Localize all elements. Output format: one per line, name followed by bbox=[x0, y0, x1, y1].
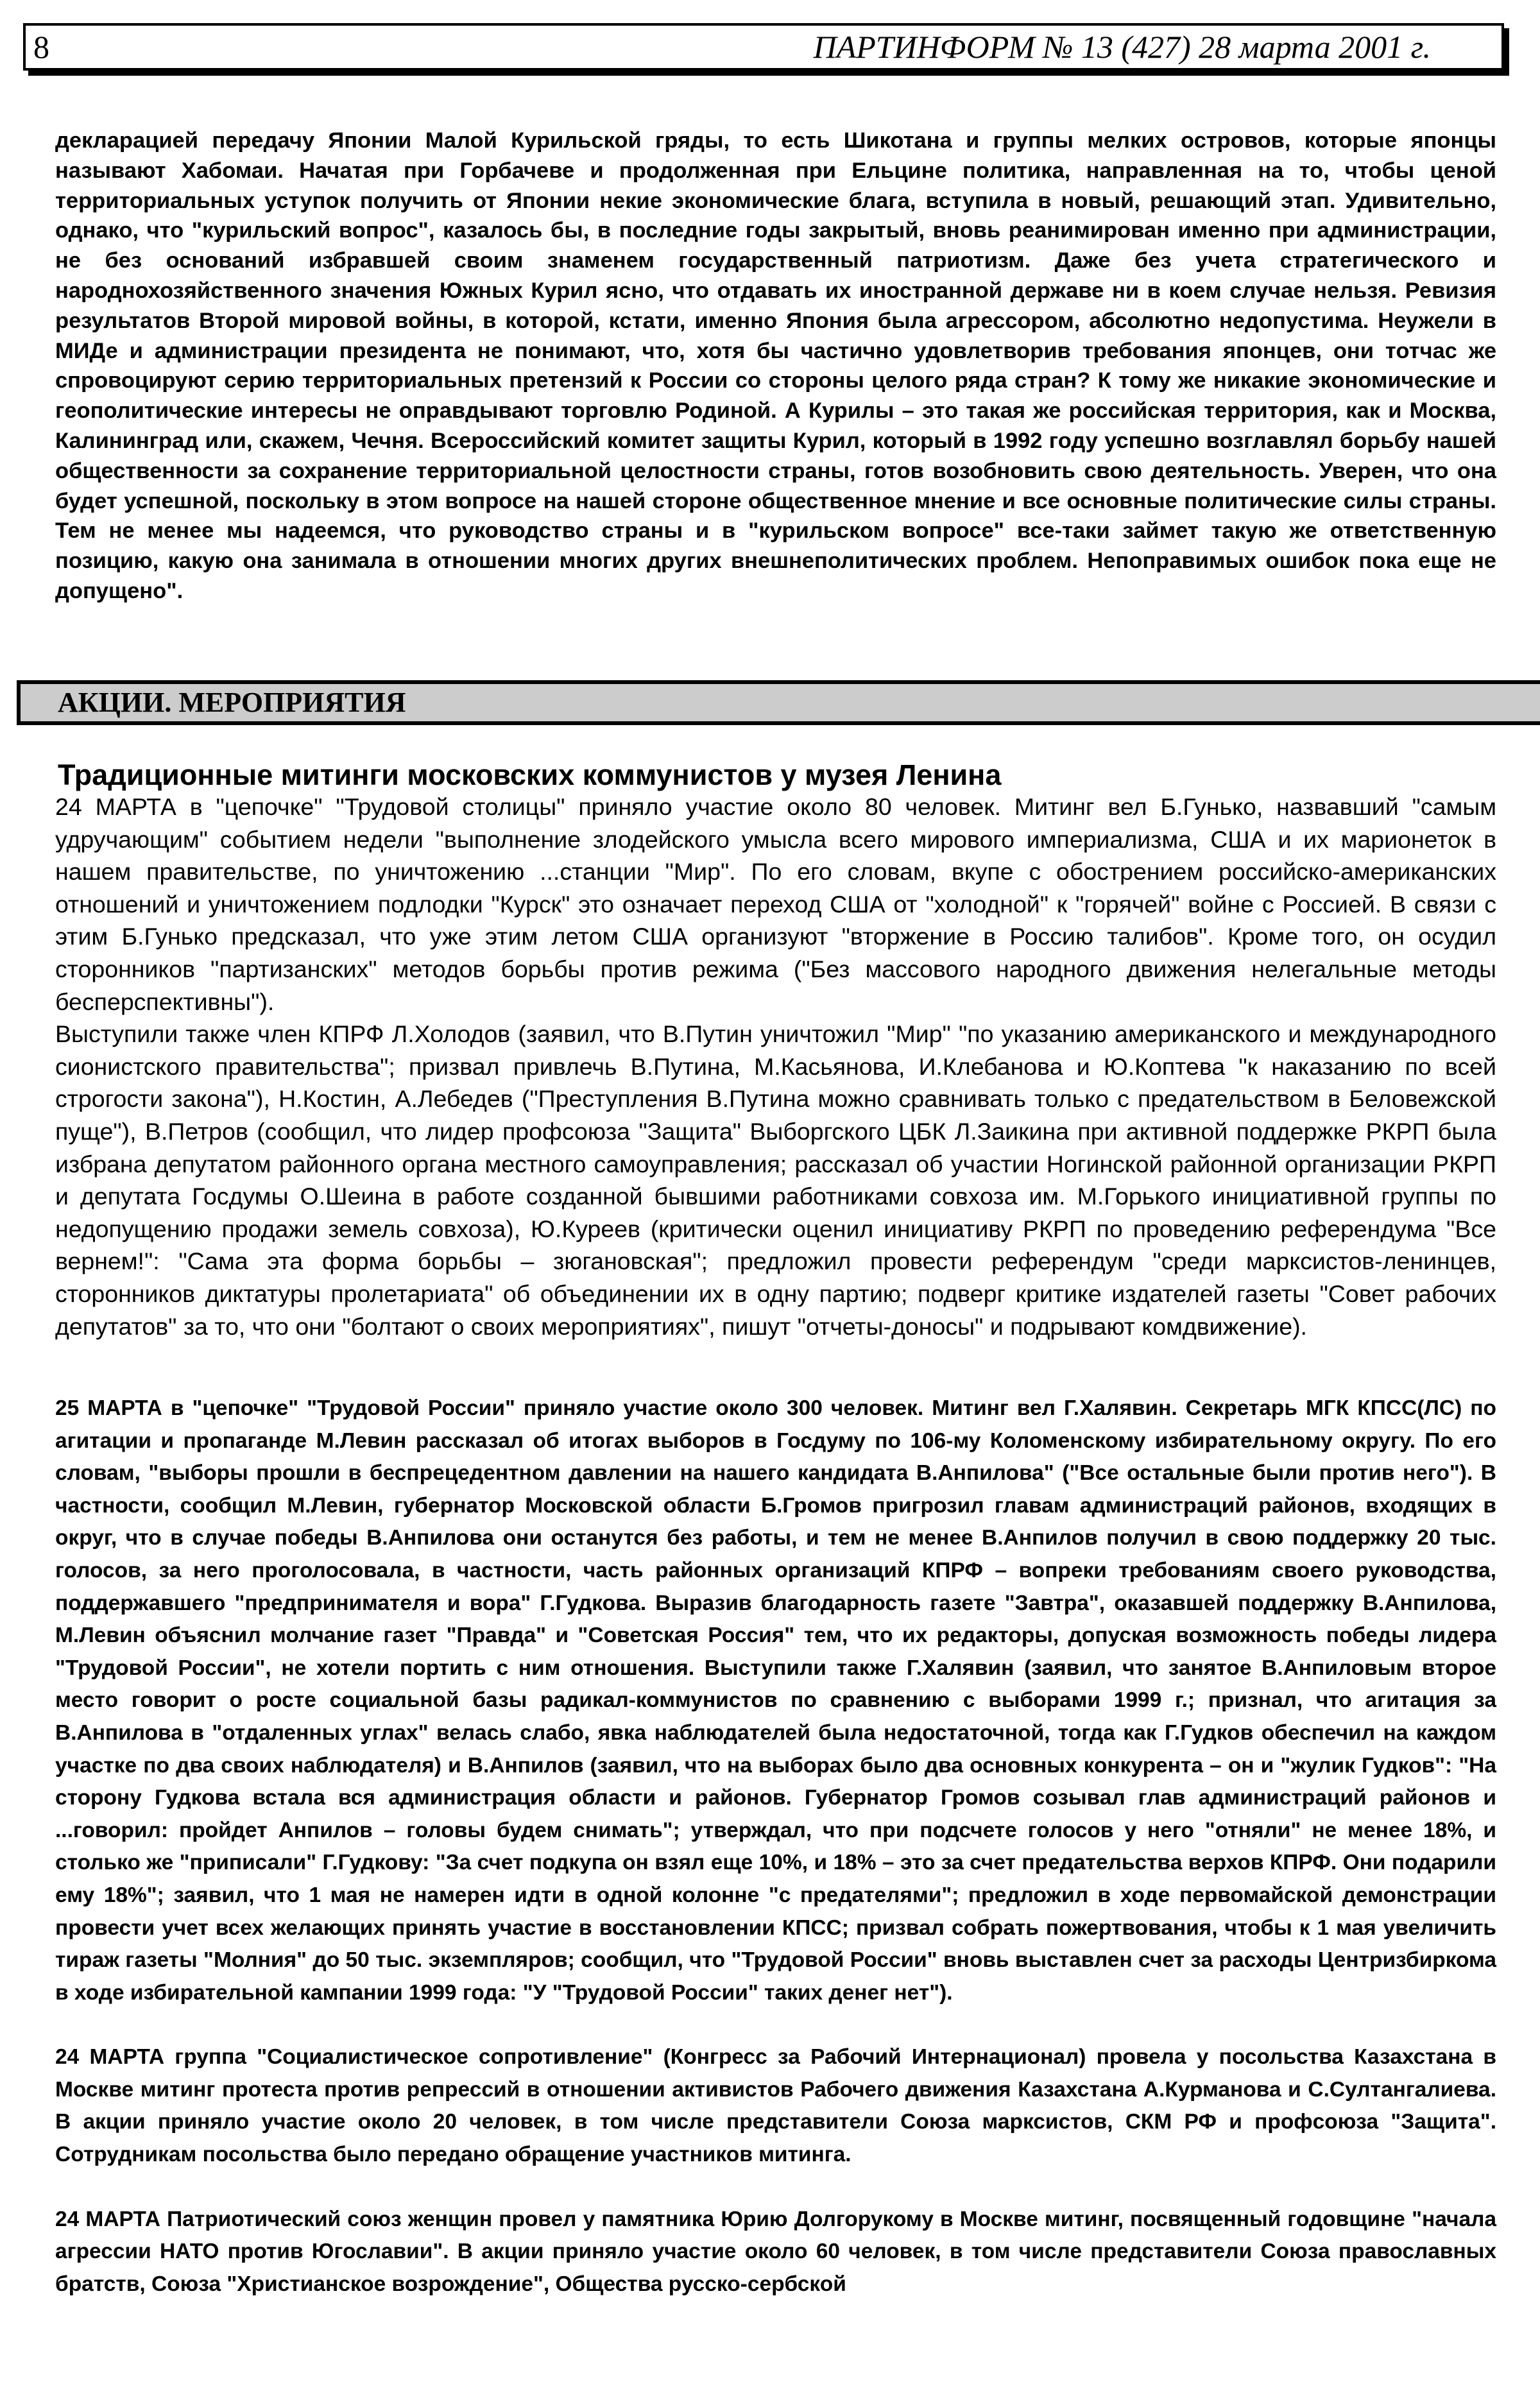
article-body bbox=[55, 791, 1496, 1342]
article-paragraph: 24 МАРТА в "цепочке" "Трудовой столицы" приняло участие около 80 человек. Митинг вел Б.Гунько, назвавший "самым удручающим" событием недели "выполнение злодейского умысла всего мирового империализма, США и их марионеток в нашем правительстве, по уничтожению ...станции "Мир". По его словам, вкупе с обострением российско-американских отношений и уничтожением подлодки "Курск" это означает переход США от "холодной" к "горячей" войне с Россией. В связи с этим Б.Гунько предсказал, что уже этим летом США организуют "вторжение в Россию талибов". Кроме того, он осудил сторонников "партизанских" методов борьбы против режима ("Без массового народного движения нелегальные методы бесперспективны"). bbox=[55, 793, 1496, 1015]
page-header bbox=[23, 23, 1504, 71]
bold-paragraphs bbox=[55, 1392, 1496, 2333]
news-item: 24 МАРТА Патриотический союз женщин провел у памятника Юрию Долгорукому в Москве митинг, посвященный годовщине "начала агрессии НАТО против Югославии". В акции приняло участие около 60 человек, в том числе представители Союза православных братств, Союза "Христианское возрождение", Общества русско-сербской bbox=[55, 2207, 1496, 2296]
intro-paragraph: декларацией передачу Японии Малой Курильской гряды, то есть Шикотана и группы мелких островов, которые японцы называют Хабомаи. Начатая при Горбачеве и продолженная при Ельцине политика, направленная на то, чтобы ценой территориальных уступок получить от Японии некие экономические блага, вступила в новый, решающий этап. Удивительно, однако, что "курильский вопрос", казалось бы, в последние годы закрытый, вновь реанимирован именно при администрации, не без оснований избравшей своим знаменем государственный патриотизм. Даже без учета стратегического и народнохозяйственного значения Южных Курил ясно, что отдавать их иностранной державе ни в коем случае нельзя. Ревизия результатов Второй мировой войны, в которой, кстати, именно Япония была агрессором, абсолютно недопустима. Неужели в МИДе и администрации президента не понимают, что, хотя бы частично удовлетворив требования японцев, они тотчас же спровоцируют серию территориальных претензий к России со стороны целого ряда стран? К тому же никакие экономические и геополитические интересы не оправдывают торговлю Родиной. А Курилы – это такая же российская территория, как и Москва, Калининград или, скажем, Чечня. Всероссийский комитет защиты Курил, который в 1992 году успешно возглавлял борьбу нашей общественности за сохранение территориальной целостности страны, готов возобновить свою деятельность. Уверен, что она будет успешной, поскольку в этом вопросе на нашей стороне общественное мнение и все основные политические силы страны. Тем не менее мы надеемся, что руководство страны и в "курильском вопросе" все-таки займет такую же ответственную позицию, какую она занимала в отношении многих других внешнеполитических проблем. Непоправимых ошибок пока еще не допущено". bbox=[55, 128, 1496, 603]
article-paragraph: Выступили также член КПРФ Л.Холодов (заявил, что В.Путин уничтожил "Мир" "по указанию американского и международного сионистского правительства"; призвал привлечь В.Путина, М.Касьянова, И.Клебанова и Ю.Коптева "к наказанию по всей строгости закона"), Н.Костин, А.Лебедев ("Преступления В.Путина можно сравнивать только с предательством в Беловежской пуще"), В.Петров (сообщил, что лидер профсоюза "Защита" Выборгского ЦБК Л.Заикина при активной поддержке РКРП была избрана депутатом районного органа местного самоуправления; рассказал об участии Ногинской районной организации РКРП и депутата Госдумы О.Шеина в работе созданной бывшими работниками совхоза им. М.Горького инициативной группы по недопущению продажи земель совхоза), Ю.Куреев (критически оценил инициативу РКРП по проведению референдума "Все вернем!": "Сама эта форма борьбы – зюгановская"; предложил провести референдум "среди марксистов-ленинцев, сторонников диктатуры пролетариата" об объединении их в одну партию; подверг критике издателей газеты "Совет рабочих депутатов" за то, что они "болтают о своих мероприятиях", пишут "отчеты-доносы" и подрывают комдвижение). bbox=[55, 1020, 1496, 1340]
page-number: 8 bbox=[33, 29, 49, 65]
news-item: 25 МАРТА в "цепочке" "Трудовой России" приняло участие около 300 человек. Митинг вел Г.Халявин. Секретарь МГК КПСС(ЛС) по агитации и пропаганде М.Левин рассказал об итогах выборов в Госдуму по 106-му Коломенскому избирательному округу. По его словам, "выборы прошли в беспрецедентном давлении на нашего кандидата В.Анпилова" ("Все остальные были против него"). В частности, сообщил М.Левин, губернатор Московской области Б.Громов пригрозил главам администраций районов, входящих в округ, что в случае победы В.Анпилова они останутся без работы, и тем не менее В.Анпилов получил в свою поддержку 20 тыс. голосов, за него проголосовала, в частности, часть районных организаций КПРФ – вопреки требованиям своего руководства, поддержавшего "предпринимателя и вора" Г.Гудкова. Выразив благодарность газете "Завтра", оказавшей поддержку В.Анпилова, М.Левин объяснил молчание газет "Правда" и "Советская Россия" тем, что их редакторы, допуская возможность победы лидера "Трудовой России", не хотели портить с ним отношения. Выступили также Г.Халявин (заявил, что занятое В.Анпиловым второе место говорит о росте социальной базы радикал-коммунистов по сравнению с выборами 1999 г.; признал, что агитация за В.Анпилова в "отдаленных углах" велась слабо, явка наблюдателей была недостаточной, тогда как Г.Гудков обеспечил на каждом участке по два своих наблюдателя) и В.Анпилов (заявил, что на выборах было два основных конкурента – он и "жулик Гудков": "На сторону Гудкова встала вся администрация области и районов. Губернатор Громов созывал глав администраций районов и ...говорил: пройдет Анпилов – головы будем снимать"; утверждал, что при подсчете голосов у него "отняли" не менее 18%, и столько же "приписали" Г.Гудкову: "За счет подкупа он взял еще 10%, и 18% – это за счет предательства верхов КПРФ. Они подарили ему 18%"; заявил, что 1 мая не намерен идти в одной колонне "с предателями"; предложил в ходе первомайской демонстрации провести учет всех желающих принять участие в восстановлении КПСС; призвал собрать пожертвования, чтобы к 1 мая увеличить тираж газеты "Молния" до 50 тыс. экземпляров; сообщил, что "Трудовой России" вновь выставлен счет за расходы Центризбиркома в ходе избирательной кампании 1999 года: "У "Трудовой России" таких денег нет"). bbox=[55, 1396, 1496, 2005]
section-header: АКЦИИ. МЕРОПРИЯТИЯ bbox=[17, 680, 1540, 725]
publication-title: ПАРТИНФОРМ № 13 (427) 28 марта 2001 г. bbox=[813, 29, 1431, 65]
article-heading: Традиционные митинги московских коммунистов у музея Ленина bbox=[58, 758, 1002, 791]
news-item: 24 МАРТА группа "Социалистическое сопротивление" (Конгресс за Рабочий Интернационал) провела у посольства Казахстана в Москве митинг протеста против репрессий в отношении активистов Рабочего движения Казахстана А.Курманова и С.Султангалиева. В акции приняло участие около 20 человек, в том числе представители Союза марксистов, СКМ РФ и профсоюза "Защита". Сотрудникам посольства было передано обращение участников митинга. bbox=[55, 2045, 1496, 2167]
